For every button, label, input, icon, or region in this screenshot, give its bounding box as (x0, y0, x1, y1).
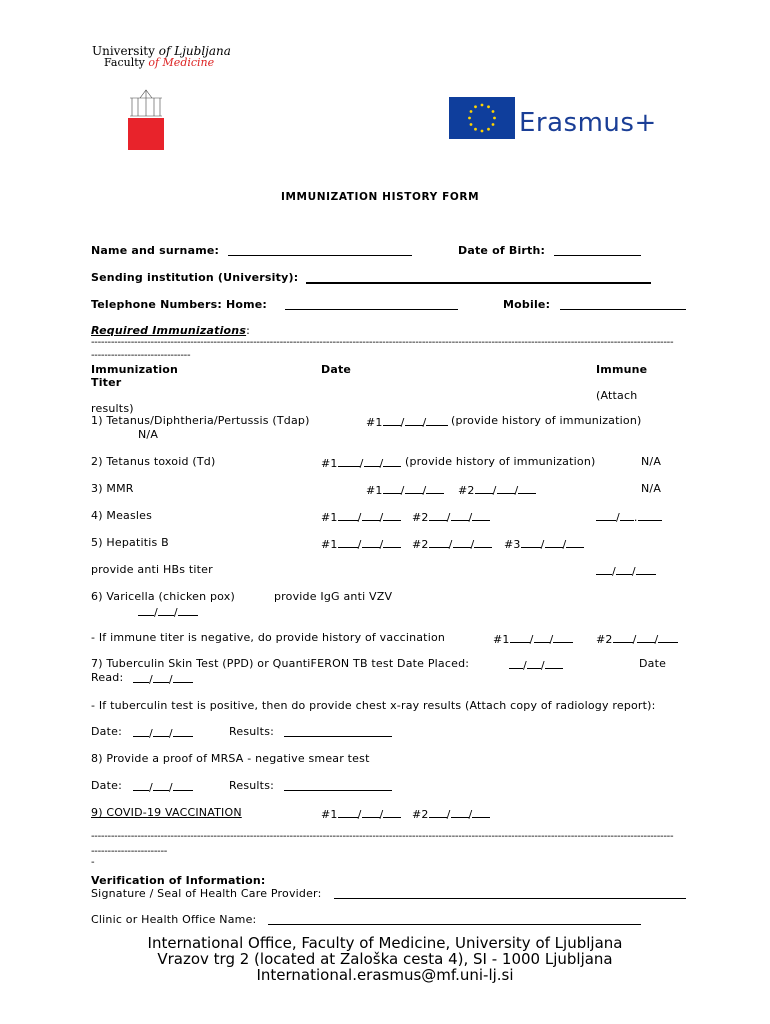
form-title: IMMUNIZATION HISTORY FORM (281, 191, 480, 203)
row-tdap-date-num: #1 (366, 416, 383, 429)
row-tdap-na: N/A (138, 428, 159, 441)
required-text: Required Immunizations (91, 324, 247, 337)
row-mmr-d1-num: #1 (366, 484, 383, 497)
separator-line: -------------------------------------------------------------------------------------------------------------------------------------------------------------------------------- (91, 337, 674, 348)
mobile-label: Mobile: (503, 298, 551, 311)
name-label (91, 244, 219, 257)
row-td-note: (provide history of immunization) (405, 455, 596, 468)
name-field[interactable] (228, 244, 412, 256)
faculty-field: Medicine (162, 56, 215, 69)
row-tb-date-label: Date (639, 657, 667, 670)
row-measles-label: 4) Measles (91, 509, 153, 522)
erasmus-logo-text: Erasmus+ (519, 108, 657, 138)
mrsa-date-field[interactable]: / / (133, 779, 193, 794)
col-titer: Titer (91, 376, 122, 389)
required-colon: : (246, 324, 250, 337)
clinic-label: Clinic or Health Office Name: (91, 913, 257, 926)
row-hepb-date1[interactable]: #1 / / (321, 536, 401, 551)
separator-line-cont: ------------------------------ (91, 350, 191, 361)
xray-results-label: Results: (229, 725, 275, 738)
row-mmr-d2-num: #2 (458, 484, 475, 497)
faculty-name (104, 56, 214, 69)
neg-d1-num: #1 (493, 633, 510, 646)
neg-d2-num: #2 (596, 633, 613, 646)
footer-line1: International Office, Faculty of Medicine, University of Ljubljana (147, 934, 623, 952)
faculty-of: of (148, 56, 160, 69)
row-td-label: 2) Tetanus toxoid (Td) (91, 455, 216, 468)
clinic-field[interactable] (268, 913, 641, 925)
university-building-icon (126, 86, 166, 150)
faculty-word: Faculty (104, 56, 145, 69)
row-tb-read-date[interactable]: / / (133, 671, 193, 686)
row-tdap-note: (provide history of immunization) (451, 414, 642, 427)
hbs-titer-field[interactable]: / / (596, 563, 656, 578)
row-tb-read-label: Read: (91, 671, 124, 684)
row-covid-date2[interactable]: #2 / / (412, 806, 490, 821)
row-varicella-label: 6) Varicella (chicken pox) (91, 590, 235, 603)
row-td-date[interactable]: #1 / / (321, 455, 401, 470)
footer-email[interactable]: International.erasmus@mf.uni-lj.si (256, 966, 514, 984)
row-varicella-date[interactable]: / / (138, 604, 198, 619)
home-phone-field[interactable] (285, 298, 458, 310)
phone-label: Telephone Numbers: Home: (91, 298, 268, 311)
row-mmr-na: N/A (641, 482, 662, 495)
row-td-na: N/A (641, 455, 662, 468)
row-hepb-date2[interactable]: #2 / / (412, 536, 492, 551)
col-immune: Immune (596, 363, 648, 376)
row-hepb-d1-num: #1 (321, 538, 338, 551)
row-mrsa-label: 8) Provide a proof of MRSA - negative smear test (91, 752, 370, 765)
dob-label: Date of Birth: (458, 244, 546, 257)
row-mmr-date2[interactable]: #2 / / (458, 482, 536, 497)
tb-positive-note: - If tuberculin test is positive, then do provide chest x-ray results (Attach copy of radiology report): (91, 699, 656, 712)
col-results: results) (91, 402, 134, 415)
row-mmr-date1[interactable]: #1 / / (366, 482, 444, 497)
row-hepb-label: 5) Hepatitis B (91, 536, 169, 549)
row-measles-titer[interactable]: / . (596, 509, 662, 524)
col-attach: (Attach (596, 389, 638, 402)
mobile-field[interactable] (560, 298, 686, 310)
row-td-date-num: #1 (321, 457, 338, 470)
verification-title: Verification of Information: (91, 874, 266, 887)
university-word: University (92, 44, 155, 58)
separator-line-bottom: -------------------------------------------------------------------------------------------------------------------------------------------------------------------------------- (91, 831, 674, 842)
row-measles-d2-num: #2 (412, 511, 429, 524)
neg-titer-note: - If immune titer is negative, do provide history of vaccination (91, 631, 446, 644)
eu-flag-icon (449, 97, 515, 139)
col-immunization: Immunization (91, 363, 179, 376)
row-measles-d1-num: #1 (321, 511, 338, 524)
xray-date-label: Date: (91, 725, 122, 738)
required-heading (91, 324, 250, 337)
row-mmr-label: 3) MMR (91, 482, 134, 495)
signature-label: Signature / Seal of Health Care Provider: (91, 887, 322, 900)
row-tb-read (91, 671, 123, 684)
col-date: Date (321, 363, 352, 376)
neg-date2[interactable]: #2 / / (596, 631, 678, 646)
university-of: of (158, 44, 171, 58)
sending-field[interactable] (306, 271, 651, 284)
row-tdap-date[interactable]: #1 / / (366, 414, 448, 429)
row-tb-label: 7) Tuberculin Skin Test (PPD) or QuantiFERON TB test Date Placed: (91, 657, 470, 670)
row-varicella-note: provide IgG anti VZV (274, 590, 393, 603)
row-covid-d1-num: #1 (321, 808, 338, 821)
signature-field[interactable] (334, 887, 686, 899)
row-tdap-label: 1) Tetanus/Diphtheria/Pertussis (Tdap) (91, 414, 310, 427)
row-tb-placed-date[interactable]: / / (509, 657, 563, 672)
mrsa-date-label: Date: (91, 779, 122, 792)
xray-results-field[interactable] (284, 725, 392, 737)
row-hepb-d3-num: #3 (504, 538, 521, 551)
hbs-note: provide anti HBs titer (91, 563, 213, 576)
row-covid-d2-num: #2 (412, 808, 429, 821)
row-covid-date1[interactable]: #1 / / (321, 806, 401, 821)
row-hepb-d2-num: #2 (412, 538, 429, 551)
mrsa-results-label: Results: (229, 779, 275, 792)
mrsa-results-field[interactable] (284, 779, 392, 791)
row-covid-label: 9) COVID-19 VACCINATION (91, 806, 242, 819)
xray-date-field[interactable]: / / (133, 725, 193, 740)
separator-line-bottom-cont: ------------------------ (91, 846, 168, 868)
neg-date1[interactable]: #1 / / (493, 631, 573, 646)
university-city: Ljubljana (174, 44, 231, 58)
row-measles-date1[interactable]: #1 / / (321, 509, 401, 524)
footer-line2: Vrazov trg 2 (located at Zaloška cesta 4), SI - 1000 Ljubljana (157, 950, 613, 968)
row-hepb-date3[interactable]: #3 / / (504, 536, 584, 551)
row-measles-date2[interactable]: #2 / / (412, 509, 490, 524)
sending-label: Sending institution (University): (91, 271, 299, 284)
dob-field[interactable] (554, 244, 641, 256)
name-label-text: Name and surname: (91, 244, 220, 257)
